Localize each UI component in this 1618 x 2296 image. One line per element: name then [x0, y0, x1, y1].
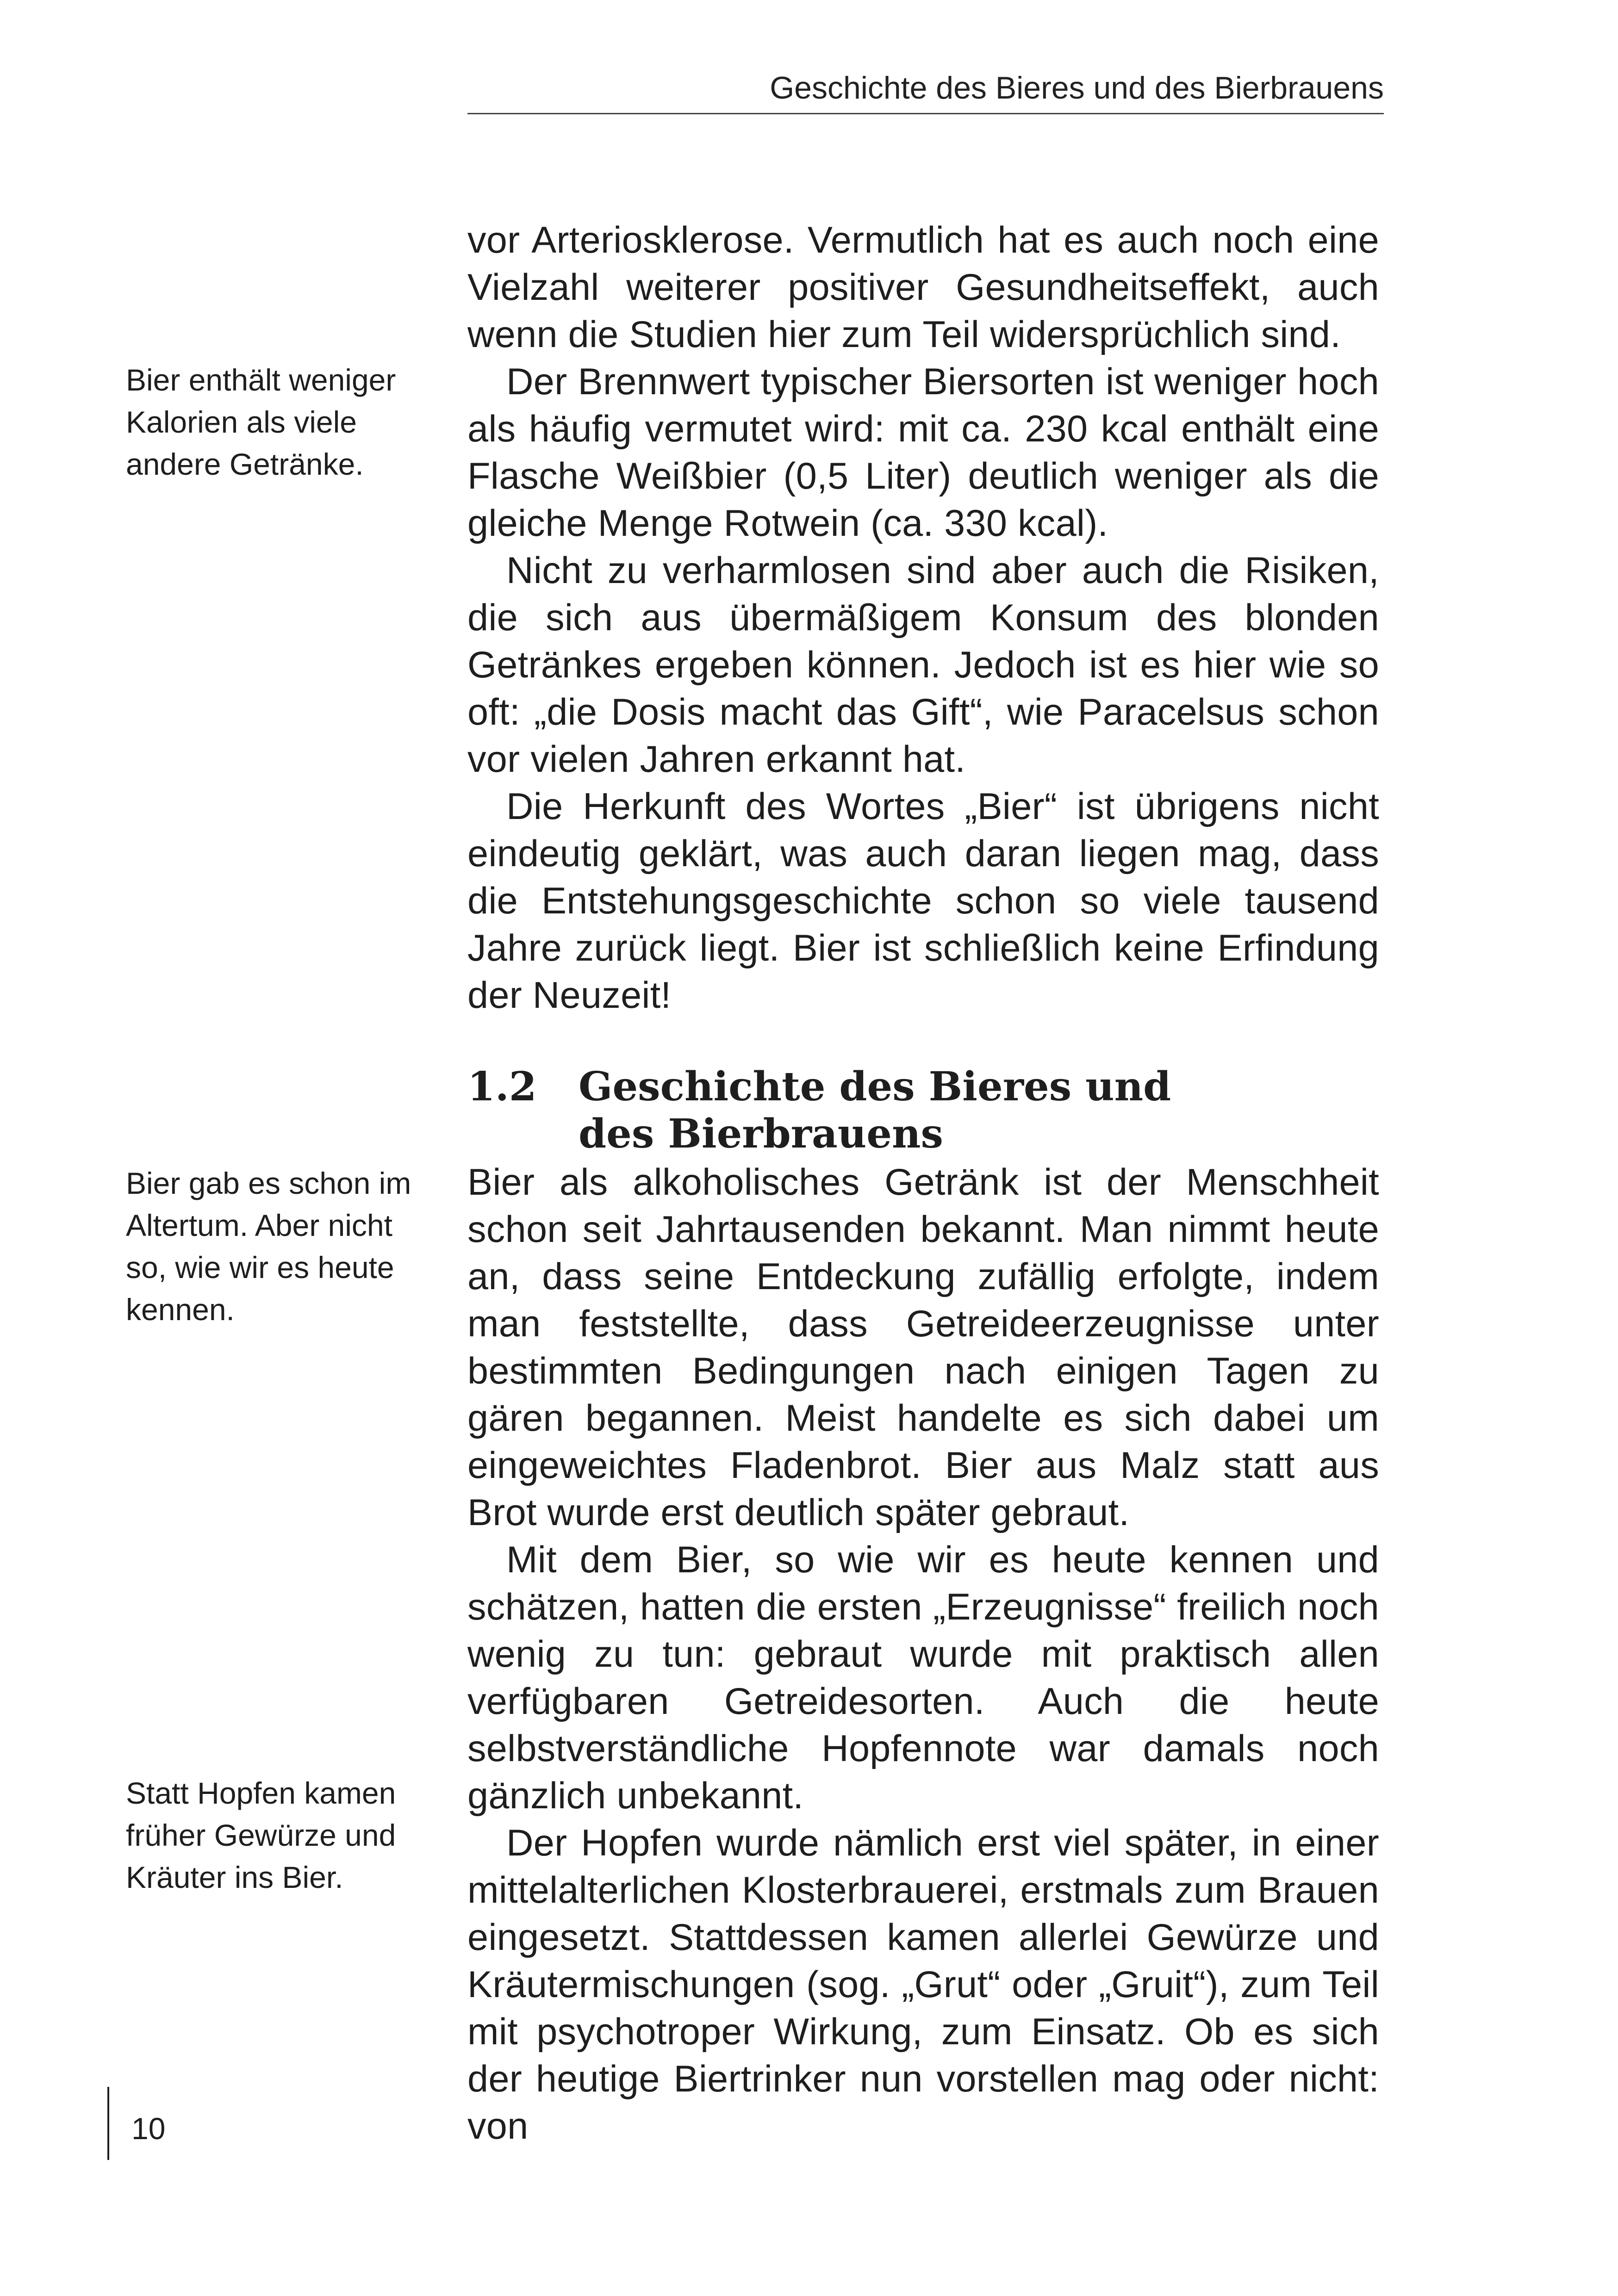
paragraph: Bier als alkoholisches Getränk ist der Menschheit schon seit Jahrtausenden bekannt. Man nimmt heute an, dass seine Entdeckung zufällig erfolgte, indem man feststellte, dass Getreideerzeugnisse unter bestimmten Bedingungen nach einigen Tagen zu gären begannen. Meist handelte es sich dabei um eingeweichtes Fladenbrot. Bier aus Malz statt aus Brot wurde erst deutlich später gebraut.	[467, 1161, 1379, 1533]
margin-note-hops: Statt Hopfen kamen früher Gewürze und Kräuter ins Bier.	[126, 1776, 396, 1894]
body-text-lower	[467, 1159, 1379, 2150]
header-rule	[467, 113, 1384, 114]
paragraph: Mit dem Bier, so wie wir es heute kennen und schätzen, hatten die ersten „Erzeugnisse“ freilich noch wenig zu tun: gebraut wurde mit praktisch allen verfügbaren Getreidesorten. Auch die heute selbstverständliche Hopfennote war damals noch gänzlich unbekannt.	[467, 1539, 1379, 1817]
section-title: Geschichte des Bieres und des Bierbrauens	[579, 1063, 1171, 1157]
paragraph: Die Herkunft des Wortes „Bier“ ist übrigens nicht eindeutig geklärt, was auch daran liegen mag, dass die Entstehungsgeschichte schon so viele tausend Jahre zurück liegt. Bier ist schließlich keine Erfindung der Neuzeit!	[467, 786, 1379, 1016]
body-text-upper	[467, 217, 1379, 1019]
footer-rule	[107, 2087, 109, 2160]
running-header: Geschichte des Bieres und des Bierbrauens	[770, 70, 1384, 105]
margin-note-calories: Bier enthält weniger Kalorien als viele andere Getränke.	[126, 363, 396, 481]
paragraph: Der Hopfen wurde nämlich erst viel später, in einer mittelalterlichen Klosterbrauerei, erstmals zum Brauen eingesetzt. Stattdessen kamen allerlei Gewürze und Kräutermischungen (sog. „Grut“ oder „Gruit“), zum Teil mit psychotroper Wirkung, zum Einsatz. Ob es sich der heutige Biertrinker nun vorstellen mag oder nicht: von	[467, 1822, 1379, 2147]
margin-note-antiquity: Bier gab es schon im Altertum. Aber nicht so, wie wir es heute kennen.	[126, 1166, 411, 1327]
section-number: 1.2	[467, 1063, 537, 1110]
paragraph: vor Arteriosklerose. Vermutlich hat es auch noch eine Vielzahl weiterer positiver Gesundheitseffekt, auch wenn die Studien hier zum Teil widersprüchlich sind.	[467, 219, 1379, 355]
paragraph: Nicht zu verharmlosen sind aber auch die Risiken, die sich aus übermäßigem Konsum des blonden Getränkes ergeben können. Jedoch ist es hier wie so oft: „die Dosis macht das Gift“, wie Paracelsus schon vor vielen Jahren erkannt hat.	[467, 550, 1379, 780]
page-number: 10	[131, 2111, 166, 2146]
paragraph: Der Brennwert typischer Biersorten ist weniger hoch als häufig vermutet wird: mit ca. 230 kcal enthält eine Flasche Weißbier (0,5 Liter) deutlich weniger als die gleiche Menge Rotwein (ca. 330 kcal).	[467, 361, 1379, 544]
